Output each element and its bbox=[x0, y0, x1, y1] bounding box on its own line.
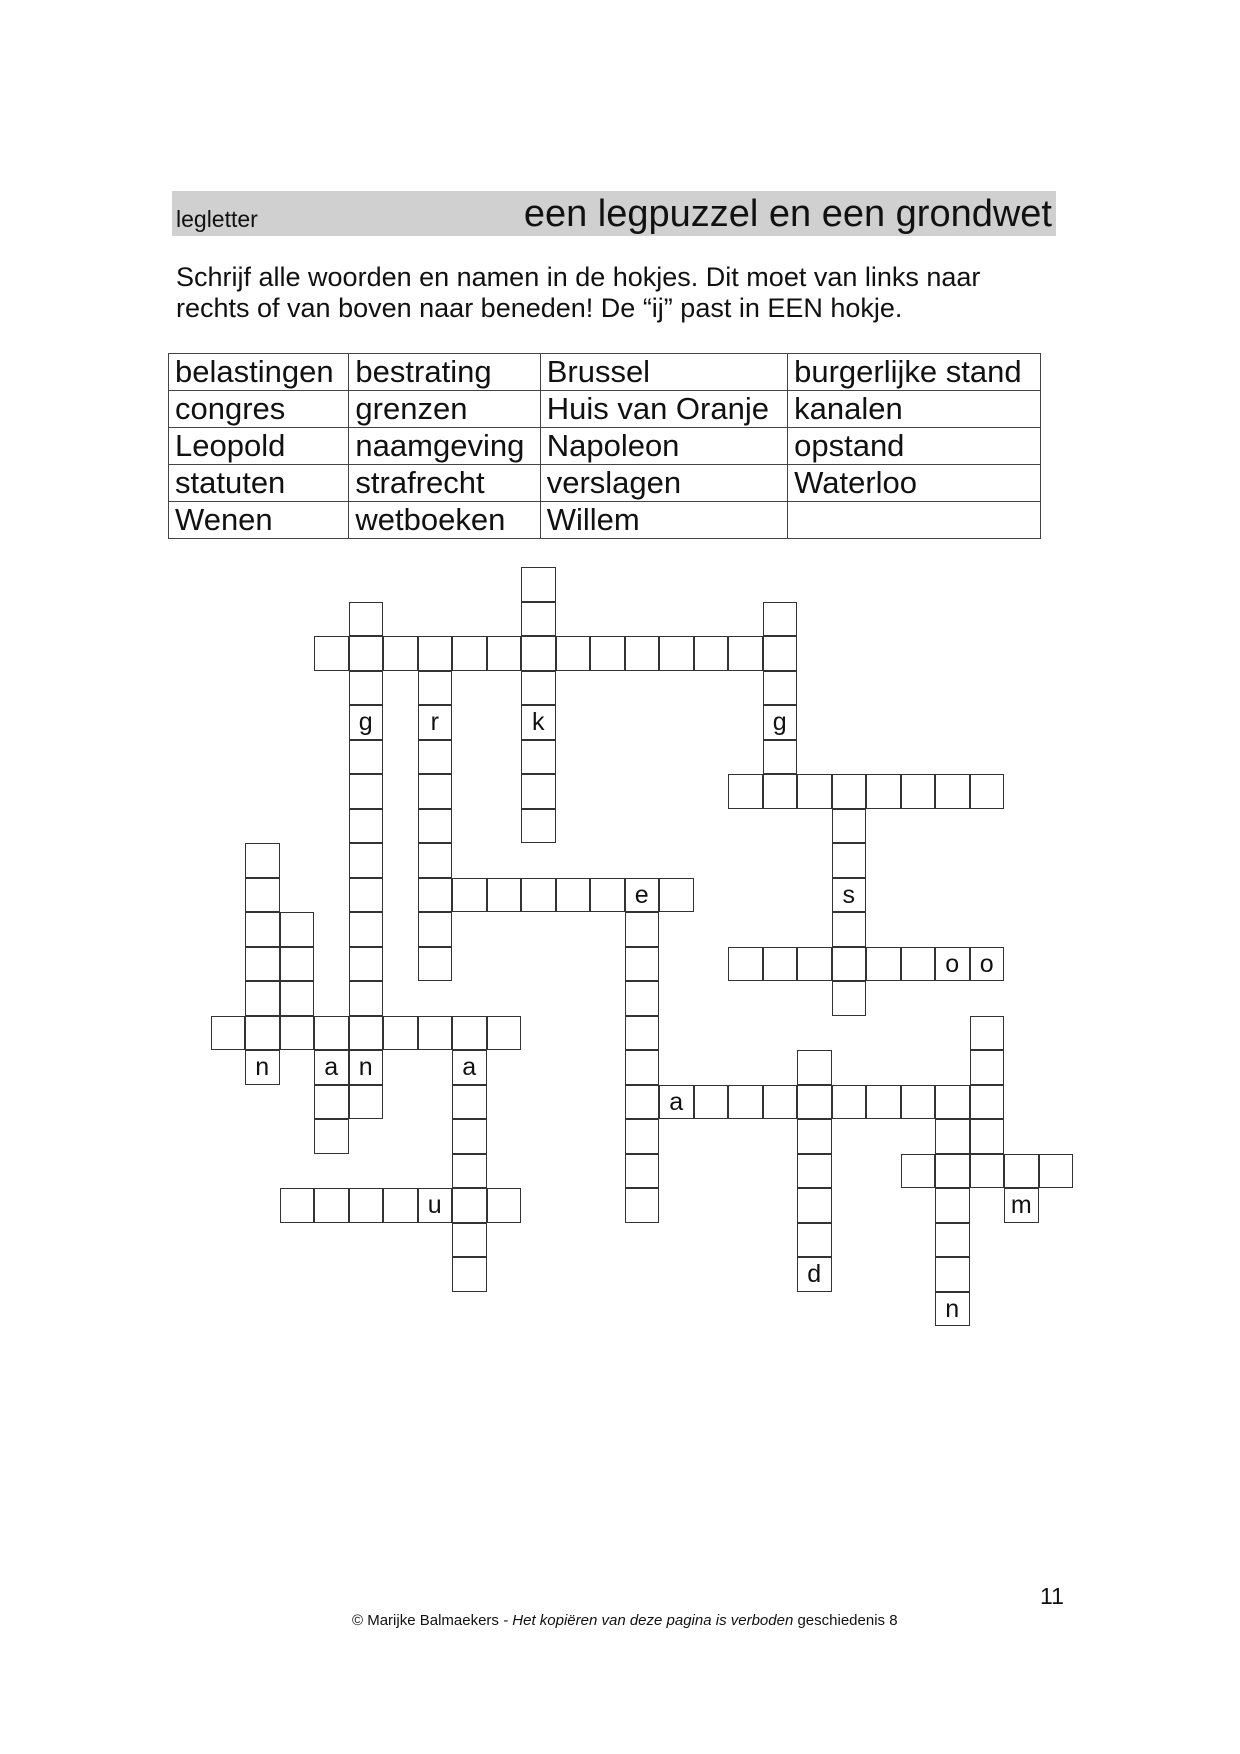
footer bbox=[352, 1612, 898, 1629]
crossword-cell[interactable] bbox=[901, 1154, 936, 1189]
crossword-cell[interactable]: r bbox=[418, 705, 453, 740]
crossword-cell[interactable] bbox=[694, 1085, 729, 1120]
header-label: legletter bbox=[176, 206, 258, 232]
crossword-cell[interactable] bbox=[832, 981, 867, 1016]
crossword-cell[interactable] bbox=[314, 1188, 349, 1223]
crossword-cell[interactable]: g bbox=[349, 705, 384, 740]
crossword-cell[interactable] bbox=[832, 947, 867, 982]
crossword-cell[interactable] bbox=[452, 1257, 487, 1292]
crossword-cell[interactable] bbox=[763, 636, 798, 671]
crossword-cell[interactable] bbox=[314, 1119, 349, 1154]
word-cell: burgerlijke stand bbox=[788, 354, 1041, 391]
crossword-cell[interactable] bbox=[245, 912, 280, 947]
crossword-cell[interactable] bbox=[452, 1154, 487, 1189]
crossword-cell[interactable]: n bbox=[349, 1050, 384, 1085]
word-cell: verslagen bbox=[540, 465, 787, 502]
crossword-cell[interactable] bbox=[487, 878, 522, 913]
crossword-cell[interactable] bbox=[763, 671, 798, 706]
crossword-cell[interactable] bbox=[590, 878, 625, 913]
crossword-cell[interactable] bbox=[521, 671, 556, 706]
crossword-cell[interactable] bbox=[625, 912, 660, 947]
crossword-cell[interactable] bbox=[797, 947, 832, 982]
crossword-cell[interactable]: s bbox=[832, 878, 867, 913]
crossword-cell[interactable] bbox=[935, 1257, 970, 1292]
crossword-cell[interactable] bbox=[349, 671, 384, 706]
crossword-cell[interactable]: m bbox=[1004, 1188, 1039, 1223]
crossword-cell[interactable] bbox=[521, 740, 556, 775]
crossword-cell[interactable] bbox=[452, 1016, 487, 1051]
crossword-cell[interactable] bbox=[659, 878, 694, 913]
crossword-cell[interactable] bbox=[349, 636, 384, 671]
crossword-cell[interactable] bbox=[487, 1016, 522, 1051]
crossword-cell[interactable] bbox=[832, 1085, 867, 1120]
crossword-cell[interactable] bbox=[452, 1188, 487, 1223]
crossword-cell[interactable] bbox=[935, 774, 970, 809]
crossword-cell[interactable]: k bbox=[521, 705, 556, 740]
crossword-cell[interactable] bbox=[625, 1119, 660, 1154]
crossword-cell[interactable] bbox=[452, 636, 487, 671]
crossword-cell[interactable] bbox=[625, 981, 660, 1016]
crossword-cell[interactable] bbox=[245, 981, 280, 1016]
crossword-cell[interactable] bbox=[314, 636, 349, 671]
crossword-cell[interactable] bbox=[832, 809, 867, 844]
crossword-cell[interactable] bbox=[694, 636, 729, 671]
crossword-cell[interactable]: o bbox=[935, 947, 970, 982]
crossword-cell[interactable]: d bbox=[797, 1257, 832, 1292]
word-cell: strafrecht bbox=[349, 465, 540, 502]
word-cell: wetboeken bbox=[349, 502, 540, 539]
crossword-cell[interactable] bbox=[349, 947, 384, 982]
crossword-cell[interactable] bbox=[970, 1050, 1005, 1085]
crossword-cell[interactable] bbox=[763, 947, 798, 982]
crossword-cell[interactable] bbox=[349, 774, 384, 809]
word-cell: Willem bbox=[540, 502, 787, 539]
crossword-cell[interactable] bbox=[418, 671, 453, 706]
crossword-cell[interactable] bbox=[418, 774, 453, 809]
crossword-cell[interactable] bbox=[349, 809, 384, 844]
crossword-cell[interactable] bbox=[349, 878, 384, 913]
crossword-cell[interactable] bbox=[280, 1016, 315, 1051]
crossword-cell[interactable] bbox=[763, 1085, 798, 1120]
crossword-cell[interactable] bbox=[418, 740, 453, 775]
crossword-cell[interactable] bbox=[280, 947, 315, 982]
crossword-cell[interactable] bbox=[245, 843, 280, 878]
crossword-cell[interactable] bbox=[970, 1085, 1005, 1120]
word-cell: congres bbox=[169, 391, 349, 428]
crossword-cell[interactable]: a bbox=[314, 1050, 349, 1085]
word-table-row bbox=[169, 391, 1041, 428]
crossword-cell[interactable] bbox=[452, 878, 487, 913]
crossword-cell[interactable]: u bbox=[418, 1188, 453, 1223]
footer-subject: geschiedenis 8 bbox=[797, 1612, 898, 1629]
crossword-cell[interactable] bbox=[556, 878, 591, 913]
crossword-cell[interactable] bbox=[245, 1016, 280, 1051]
crossword-cell[interactable] bbox=[418, 878, 453, 913]
word-table bbox=[168, 353, 1041, 539]
crossword-cell[interactable] bbox=[452, 1223, 487, 1258]
crossword-cell[interactable] bbox=[832, 912, 867, 947]
word-table-row bbox=[169, 502, 1041, 539]
crossword-cell[interactable] bbox=[935, 1119, 970, 1154]
crossword-cell[interactable] bbox=[383, 1188, 418, 1223]
crossword-cell[interactable] bbox=[797, 1085, 832, 1120]
page-title: een legpuzzel en een grondwet bbox=[523, 193, 1052, 235]
crossword-cell[interactable] bbox=[797, 1154, 832, 1189]
crossword-cell[interactable] bbox=[625, 1188, 660, 1223]
crossword-cell[interactable] bbox=[349, 912, 384, 947]
crossword-cell[interactable] bbox=[728, 1085, 763, 1120]
word-cell: naamgeving bbox=[349, 428, 540, 465]
crossword-cell[interactable] bbox=[625, 1154, 660, 1189]
word-cell bbox=[788, 502, 1041, 539]
crossword-cell[interactable] bbox=[728, 774, 763, 809]
crossword-cell[interactable] bbox=[763, 774, 798, 809]
crossword-cell[interactable] bbox=[556, 636, 591, 671]
crossword-cell[interactable] bbox=[935, 1154, 970, 1189]
crossword-cell[interactable]: a bbox=[452, 1050, 487, 1085]
crossword-cell[interactable] bbox=[349, 1016, 384, 1051]
crossword-cell[interactable] bbox=[1039, 1154, 1074, 1189]
crossword-cell[interactable] bbox=[245, 878, 280, 913]
crossword-cell[interactable] bbox=[245, 947, 280, 982]
word-cell: belastingen bbox=[169, 354, 349, 391]
crossword-cell[interactable] bbox=[418, 947, 453, 982]
crossword-cell[interactable] bbox=[521, 878, 556, 913]
crossword-cell[interactable] bbox=[418, 636, 453, 671]
crossword-cell[interactable] bbox=[832, 843, 867, 878]
word-table-row bbox=[169, 354, 1041, 391]
crossword-cell[interactable] bbox=[625, 947, 660, 982]
crossword-cell[interactable] bbox=[901, 947, 936, 982]
crossword-cell[interactable] bbox=[866, 947, 901, 982]
crossword-cell[interactable] bbox=[280, 1188, 315, 1223]
crossword-cell[interactable] bbox=[418, 1016, 453, 1051]
word-cell: opstand bbox=[788, 428, 1041, 465]
crossword-cell[interactable] bbox=[349, 740, 384, 775]
footer-copyright: © Marijke Balmaekers bbox=[352, 1612, 499, 1629]
crossword-cell[interactable] bbox=[383, 1016, 418, 1051]
crossword-cell[interactable] bbox=[521, 774, 556, 809]
word-cell: grenzen bbox=[349, 391, 540, 428]
crossword-cell[interactable] bbox=[797, 1050, 832, 1085]
crossword-cell[interactable] bbox=[970, 1119, 1005, 1154]
crossword-cell[interactable] bbox=[901, 774, 936, 809]
crossword-cell[interactable] bbox=[521, 636, 556, 671]
crossword-cell[interactable] bbox=[728, 636, 763, 671]
crossword-cell[interactable] bbox=[625, 1050, 660, 1085]
crossword-cell[interactable] bbox=[1004, 1154, 1039, 1189]
word-table-row bbox=[169, 428, 1041, 465]
word-cell: Huis van Oranje bbox=[540, 391, 787, 428]
crossword-cell[interactable] bbox=[970, 774, 1005, 809]
crossword-cell[interactable] bbox=[280, 912, 315, 947]
word-cell: Leopold bbox=[169, 428, 349, 465]
crossword-cell[interactable]: e bbox=[625, 878, 660, 913]
crossword-cell[interactable] bbox=[418, 809, 453, 844]
crossword-cell[interactable] bbox=[625, 1016, 660, 1051]
crossword-cell[interactable] bbox=[625, 636, 660, 671]
crossword-cell[interactable] bbox=[211, 1016, 246, 1051]
crossword-cell[interactable] bbox=[866, 1085, 901, 1120]
word-cell: Waterloo bbox=[788, 465, 1041, 502]
crossword-cell[interactable] bbox=[314, 1085, 349, 1120]
crossword-cell[interactable] bbox=[935, 1085, 970, 1120]
crossword-cell[interactable] bbox=[487, 1188, 522, 1223]
crossword-cell[interactable] bbox=[659, 636, 694, 671]
crossword-cell[interactable] bbox=[970, 1154, 1005, 1189]
crossword-cell[interactable] bbox=[487, 636, 522, 671]
crossword-cell[interactable] bbox=[452, 1119, 487, 1154]
crossword-cell[interactable] bbox=[797, 774, 832, 809]
crossword-cell[interactable] bbox=[452, 1085, 487, 1120]
crossword-cell[interactable] bbox=[314, 1016, 349, 1051]
instructions: Schrijf alle woorden en namen in de hokjes. Dit moet van links naar rechts of van boven naar beneden! De “ij” past in EEN hokje. bbox=[176, 262, 981, 323]
word-cell: Napoleon bbox=[540, 428, 787, 465]
crossword-cell[interactable] bbox=[866, 774, 901, 809]
word-cell: kanalen bbox=[788, 391, 1041, 428]
word-cell: Wenen bbox=[169, 502, 349, 539]
page-number: 11 bbox=[1040, 1583, 1064, 1609]
word-cell: statuten bbox=[169, 465, 349, 502]
crossword-cell[interactable] bbox=[970, 1016, 1005, 1051]
crossword-cell[interactable] bbox=[728, 947, 763, 982]
footer-notice: - Het kopiëren van deze pagina is verboden bbox=[503, 1612, 794, 1629]
crossword-cell[interactable]: o bbox=[970, 947, 1005, 982]
word-cell: Brussel bbox=[540, 354, 787, 391]
crossword-cell[interactable] bbox=[349, 602, 384, 637]
crossword-cell[interactable] bbox=[383, 636, 418, 671]
crossword-cell[interactable] bbox=[832, 774, 867, 809]
crossword-cell[interactable] bbox=[763, 602, 798, 637]
crossword-cell[interactable] bbox=[418, 843, 453, 878]
crossword-cell[interactable] bbox=[625, 1085, 660, 1120]
crossword-cell[interactable] bbox=[797, 1188, 832, 1223]
crossword-cell[interactable]: n bbox=[245, 1050, 280, 1085]
crossword-cell[interactable] bbox=[349, 1188, 384, 1223]
crossword-cell[interactable] bbox=[763, 740, 798, 775]
crossword-cell[interactable] bbox=[521, 809, 556, 844]
crossword-cell[interactable] bbox=[797, 1223, 832, 1258]
crossword-cell[interactable] bbox=[349, 843, 384, 878]
crossword-cell[interactable] bbox=[901, 1085, 936, 1120]
crossword-cell[interactable] bbox=[521, 567, 556, 602]
crossword-cell[interactable] bbox=[280, 981, 315, 1016]
crossword-cell[interactable] bbox=[349, 981, 384, 1016]
crossword-cell[interactable]: a bbox=[659, 1085, 694, 1120]
word-table-row bbox=[169, 465, 1041, 502]
crossword-cell[interactable]: n bbox=[935, 1292, 970, 1327]
crossword-cell[interactable] bbox=[935, 1188, 970, 1223]
crossword-cell[interactable] bbox=[349, 1085, 384, 1120]
crossword-cell[interactable] bbox=[418, 912, 453, 947]
crossword-cell[interactable] bbox=[797, 1119, 832, 1154]
crossword-cell[interactable] bbox=[935, 1223, 970, 1258]
word-cell: bestrating bbox=[349, 354, 540, 391]
crossword-cell[interactable] bbox=[521, 602, 556, 637]
crossword-cell[interactable] bbox=[590, 636, 625, 671]
crossword-cell[interactable]: g bbox=[763, 705, 798, 740]
